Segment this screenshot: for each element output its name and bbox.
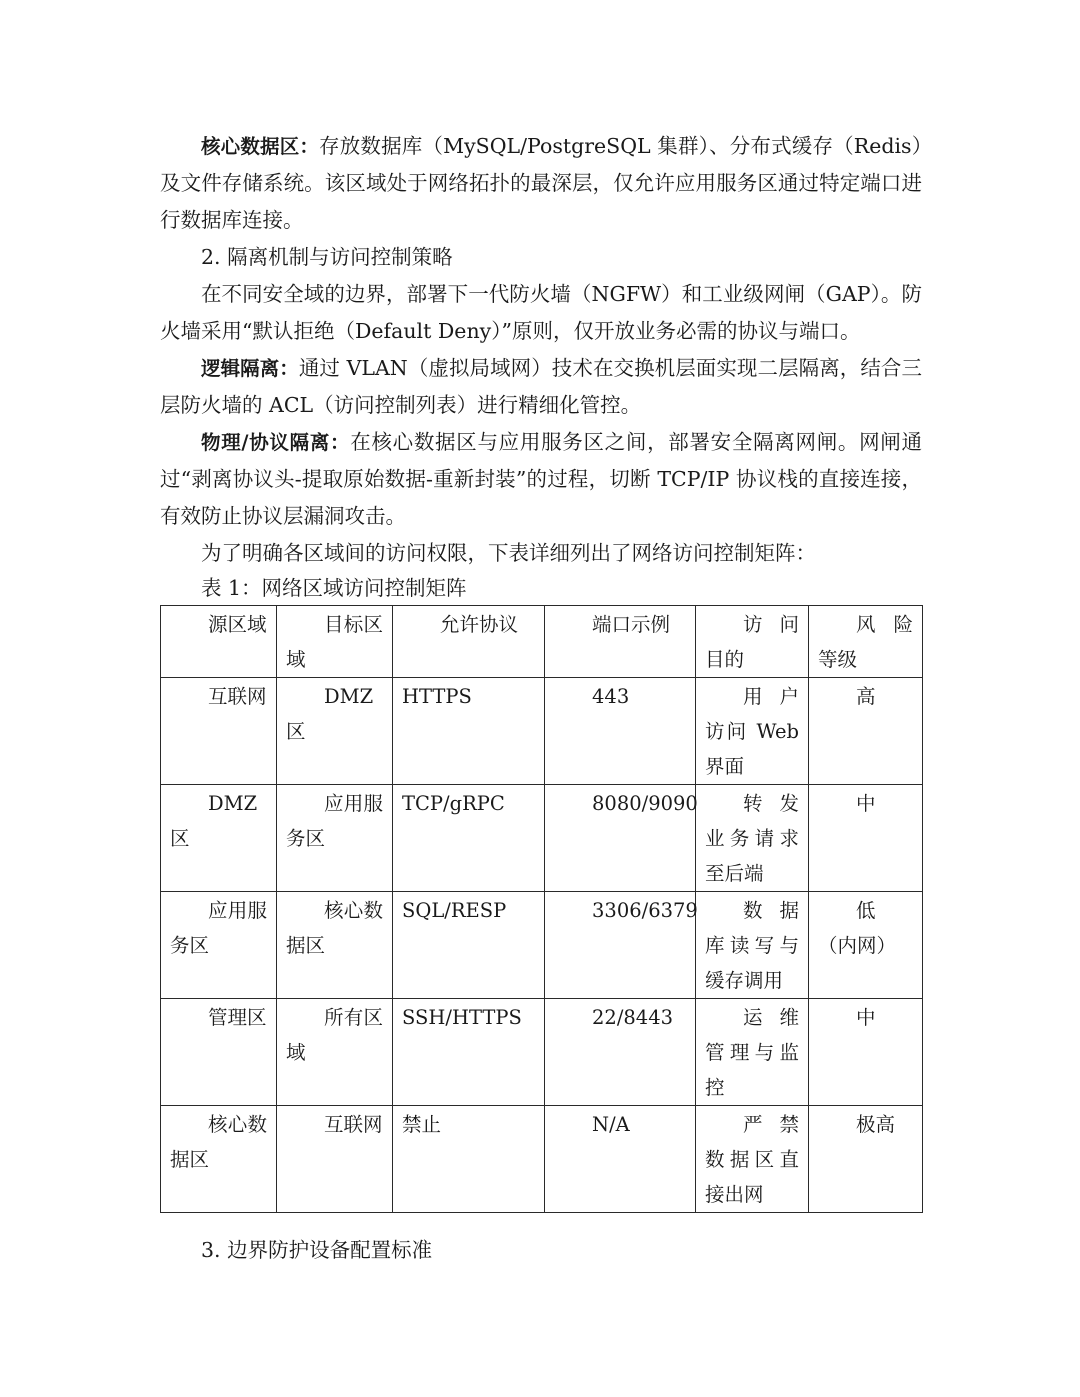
matrix-intro-paragraph: 为了明确各区域间的访问权限，下表详细列出了网络访问控制矩阵：	[201, 541, 816, 565]
table-cell: 禁止	[393, 1106, 545, 1213]
table-cell: SQL/RESP	[393, 892, 545, 999]
table-cell: 22/8443	[545, 999, 696, 1106]
table-cell: 互联网	[161, 678, 277, 785]
header-cell: 端口示例	[545, 606, 696, 678]
core-data-text: 存放数据库（MySQL/PostgreSQL 集群）、分布式缓存（Redis）及文件存储系统。该区域处于网络拓扑的最深层，仅允许应用服务区通过特定端口进行数据库连接。	[160, 134, 922, 232]
table-cell: 低（内网）	[809, 892, 923, 999]
access-control-matrix-table	[160, 605, 923, 1213]
table-row	[161, 785, 923, 892]
header-cell: 目标区域	[277, 606, 393, 678]
header-cell: 允许协议	[393, 606, 545, 678]
core-data-paragraph	[160, 128, 922, 239]
table-cell: SSH/HTTPS	[393, 999, 545, 1106]
firewall-intro-paragraph: 在不同安全域的边界，部署下一代防火墙（NGFW）和工业级网闸（GAP）。防火墙采用“默认拒绝（Default Deny）”原则，仅开放业务必需的协议与端口。	[160, 282, 922, 343]
table-cell: 应用服务区	[161, 892, 277, 999]
table-cell: 核心数据区	[161, 1106, 277, 1213]
logic-isolation-paragraph	[160, 350, 922, 424]
table-cell: 管理区	[161, 999, 277, 1106]
table-cell: 数据库读写与缓存调用	[696, 892, 809, 999]
table-cell: 所有区域	[277, 999, 393, 1106]
table-header-row	[161, 606, 923, 678]
table-cell: 核心数据区	[277, 892, 393, 999]
table-caption: 表 1：网络区域访问控制矩阵	[201, 576, 467, 600]
table-cell: 转发业务请求至后端	[696, 785, 809, 892]
table-cell: N/A	[545, 1106, 696, 1213]
table-cell: 严禁数据区直接出网	[696, 1106, 809, 1213]
table-cell: TCP/gRPC	[393, 785, 545, 892]
table-cell: HTTPS	[393, 678, 545, 785]
table-cell: 用户访问 Web 界面	[696, 678, 809, 785]
logic-isolation-label: 逻辑隔离：	[201, 357, 299, 380]
physical-isolation-text: 在核心数据区与应用服务区之间，部署安全隔离网闸。网闸通过“剥离协议头-提取原始数据-重新封装”的过程，切断 TCP/IP 协议栈的直接连接，有效防止协议层漏洞攻击。	[160, 430, 923, 528]
table-cell: 8080/9090	[545, 785, 696, 892]
table-cell: 应用服务区	[277, 785, 393, 892]
table-row	[161, 678, 923, 785]
table-cell: DMZ 区	[161, 785, 277, 892]
table-row	[161, 999, 923, 1106]
table-cell: 3306/6379	[545, 892, 696, 999]
table-cell: DMZ 区	[277, 678, 393, 785]
logic-isolation-text: 通过 VLAN（虚拟局域网）技术在交换机层面实现二层隔离，结合三层防火墙的 ACL（访问控制列表）进行精细化管控。	[160, 356, 922, 417]
section-3-heading: 3. 边界防护设备配置标准	[201, 1238, 433, 1262]
core-data-label: 核心数据区：	[201, 135, 320, 158]
table-row	[161, 1106, 923, 1213]
section-2-heading: 2. 隔离机制与访问控制策略	[201, 245, 453, 269]
table-cell: 互联网	[277, 1106, 393, 1213]
table-cell: 443	[545, 678, 696, 785]
document-page	[160, 128, 922, 1213]
physical-isolation-paragraph	[160, 424, 922, 535]
section-3-block	[160, 1232, 922, 1269]
header-cell: 风险等级	[809, 606, 923, 678]
table-cell: 运维管理与监控	[696, 999, 809, 1106]
header-cell: 访问目的	[696, 606, 809, 678]
table-cell: 极高	[809, 1106, 923, 1213]
table-row	[161, 892, 923, 999]
table-cell: 中	[809, 999, 923, 1106]
header-cell: 源区域	[161, 606, 277, 678]
table-cell: 中	[809, 785, 923, 892]
physical-isolation-label: 物理/协议隔离：	[201, 431, 351, 454]
table-cell: 高	[809, 678, 923, 785]
